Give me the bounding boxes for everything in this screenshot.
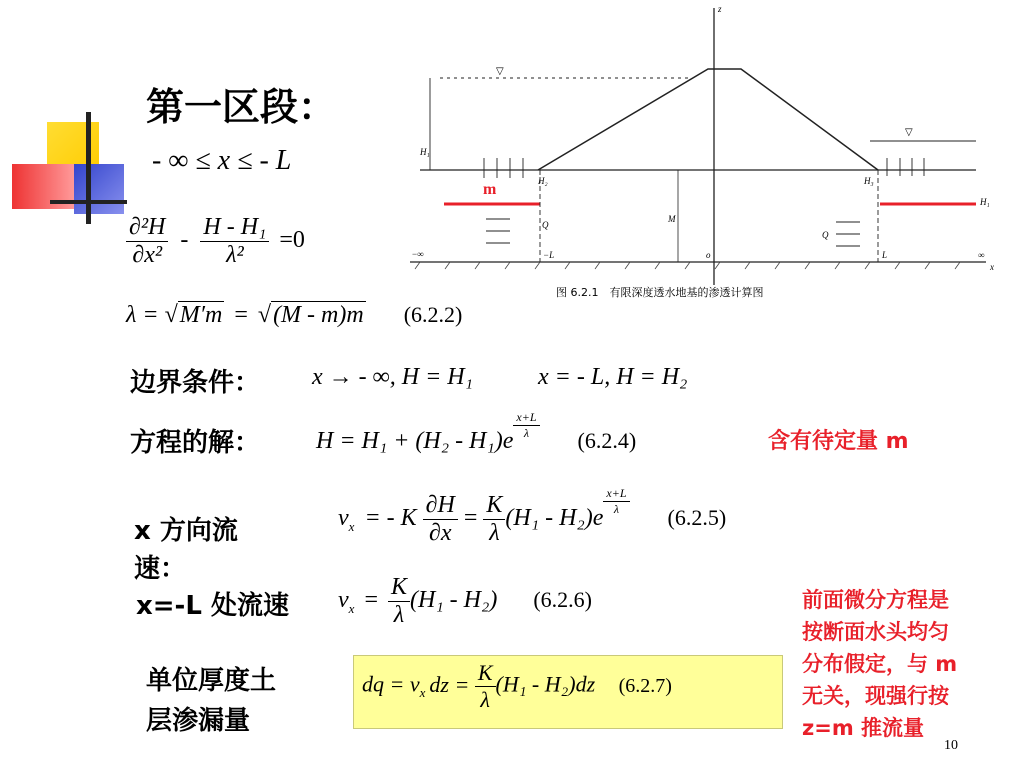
diff-frac-2: $\frac{\text{H - H₁}}{\text{λ²}}$	[200, 214, 269, 269]
side-note-line: 按断面水头均匀	[802, 620, 949, 644]
base-hatching	[415, 262, 960, 269]
boundary-condition-2: x = - L, H = H₂	[538, 364, 688, 390]
downstream-water-symbol: ▽	[905, 127, 913, 138]
leak-equation: dq = $v_x$ dz = $\frac{K}{\lambda}$ (H₁ - H₂)dz (6.2.7)	[362, 660, 672, 712]
upstream-water-symbol: ▽	[496, 66, 504, 77]
lambda-definition: λ = √M′m = √(M - m)m (6.2.2)	[126, 302, 463, 328]
side-note-line: 分布假定，与 m	[802, 652, 958, 676]
solution-equation: H = H₁ + (H₂ - H₁)e $\frac{x+L}{\lambda}$ (6.2.4)	[316, 410, 637, 454]
q-left-label: Q	[542, 220, 549, 230]
decor-horizontal-line	[50, 200, 127, 204]
side-note-line: 前面微分方程是	[802, 588, 949, 612]
diff-frac-1: $\frac{\text{∂²H}}{\text{∂x²}}$	[126, 214, 168, 269]
domain-range: - ∞ ≤ x ≤ - L	[152, 145, 292, 176]
decor-vertical-line	[86, 112, 91, 224]
flow-arrows-right	[836, 222, 860, 246]
page-title: 第一区段：	[146, 85, 337, 129]
solution-label: 方程的解：	[130, 428, 261, 458]
decor-logo	[12, 112, 127, 227]
leak-label-line1: 单位厚度土	[146, 666, 277, 696]
dam-outline	[538, 69, 878, 170]
pos-L-label: L	[882, 250, 888, 260]
vx-label-line1: x 方向流	[134, 516, 238, 546]
M-label: M	[668, 214, 676, 224]
infinity-label: ∞	[978, 250, 985, 260]
vxL-label: x=-L 处流速	[136, 591, 289, 621]
side-note	[802, 584, 957, 744]
q-right-label: Q	[822, 230, 829, 240]
h2-label: H₂	[538, 176, 548, 186]
h1-left-label: H₁	[420, 147, 430, 157]
side-note-line: 无关，现强行按	[802, 684, 949, 708]
leak-label-line2: 层渗漏量	[146, 706, 251, 736]
vxL-equation: $v_x$ = $\frac{K}{\lambda}$ (H₁ - H₂) (6.2.6)	[338, 574, 592, 628]
boundary-label: 边界条件：	[130, 368, 261, 398]
h1-right-label: H₁	[980, 197, 990, 207]
vx-equation: $v_x$ = - K $\frac{\partial H}{\partial x}$ = $\frac{K}{\lambda}$ (H₁ - H₂)e $\frac{x+L}{\lambda}$ (6.2.5)	[338, 486, 727, 546]
origin-label: o	[706, 250, 711, 260]
boundary-condition-1: x → - ∞, H = H₁	[312, 364, 473, 390]
page-number: 10	[944, 738, 958, 753]
z-axis-label: z	[718, 4, 722, 14]
decor-blue-square	[74, 164, 124, 214]
solution-exponent: $\frac{x+L}{\lambda}$	[513, 410, 539, 441]
m-label: m	[483, 181, 497, 198]
downstream-outflow-arrows	[887, 158, 924, 176]
neg-L-label: −L	[543, 250, 555, 260]
h3-label: H₃	[864, 176, 874, 186]
solution-note: 含有待定量 m	[768, 429, 909, 454]
differential-equation: $\frac{\text{∂²H}}{\text{∂x²}}$ - $\frac{\text{H - H₁}}{\text{λ²}}$ =0	[126, 214, 305, 269]
flow-arrows-left	[486, 219, 510, 243]
neg-infinity-label: −∞	[412, 249, 424, 259]
figure-caption: 图 6.2.1 有限深度透水地基的渗透计算图	[556, 286, 764, 299]
upstream-inflow-arrows	[484, 158, 523, 178]
vx-label-line2: 速：	[134, 554, 187, 584]
side-note-line: z=m 推流量	[802, 716, 925, 740]
seepage-diagram	[400, 0, 1000, 300]
x-axis-label: x	[990, 262, 994, 272]
